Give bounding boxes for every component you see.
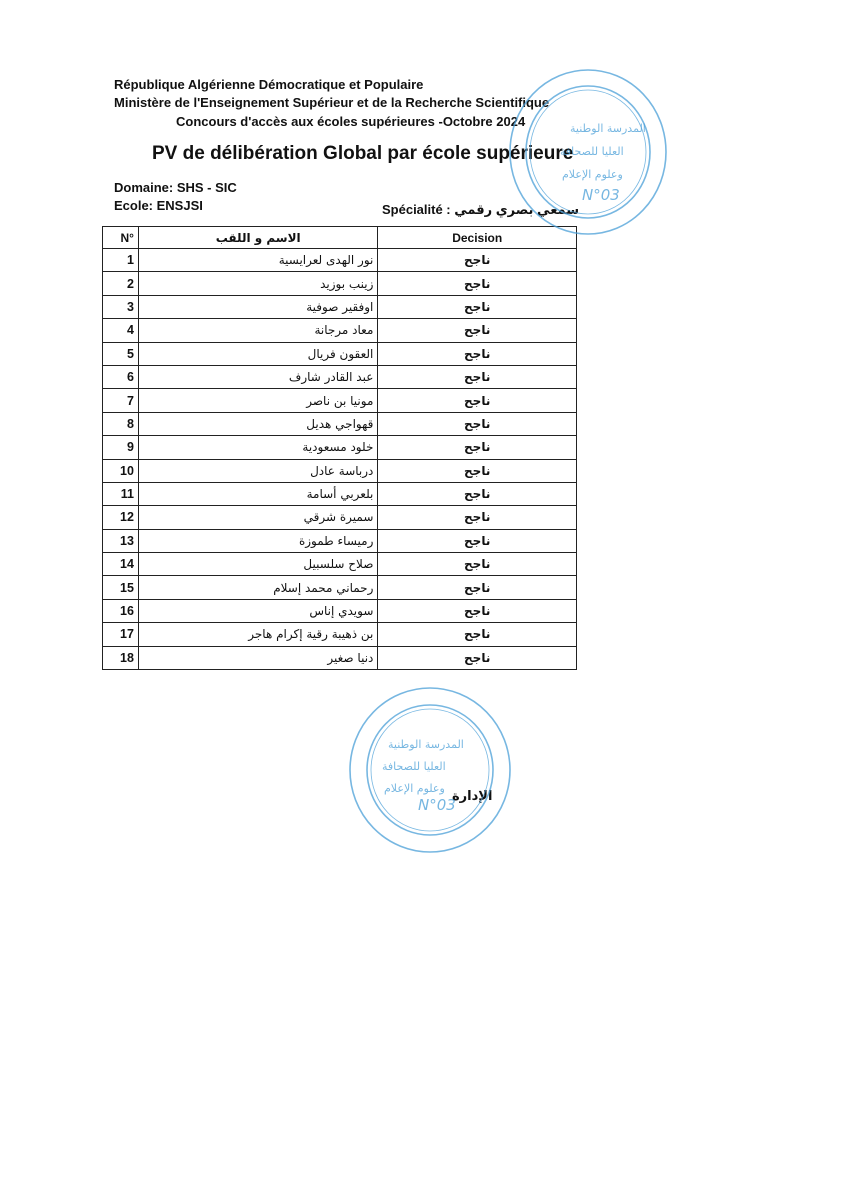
row-number: 3 <box>103 295 139 318</box>
row-number: 2 <box>103 272 139 295</box>
row-number: 18 <box>103 646 139 669</box>
column-header-name: الاسم و اللقب <box>138 227 377 249</box>
decision-cell: ناجح <box>378 506 577 529</box>
row-number: 15 <box>103 576 139 599</box>
candidate-name: بلعربي أسامة <box>138 482 377 505</box>
candidate-name: صلاح سلسبيل <box>138 553 377 576</box>
column-header-decision: Decision <box>378 227 577 249</box>
stamp-text-line: وعلوم الإعلام <box>384 782 445 795</box>
stamp-text-line: وعلوم الإعلام <box>562 168 623 181</box>
decision-cell: ناجح <box>378 576 577 599</box>
decision-cell: ناجح <box>378 553 577 576</box>
results-table <box>102 226 577 670</box>
table-row <box>103 553 577 576</box>
row-number: 4 <box>103 319 139 342</box>
row-number: 16 <box>103 599 139 622</box>
decision-cell: ناجح <box>378 412 577 435</box>
candidate-name: دنيا صغير <box>138 646 377 669</box>
stamp-text-line: العليا للصحافة <box>560 145 624 158</box>
column-header-number: N° <box>103 227 139 249</box>
row-number: 10 <box>103 459 139 482</box>
row-number: 11 <box>103 482 139 505</box>
candidate-name: رميساء طموزة <box>138 529 377 552</box>
table-row <box>103 436 577 459</box>
table-row <box>103 529 577 552</box>
table-row <box>103 506 577 529</box>
candidate-name: زينب بوزيد <box>138 272 377 295</box>
decision-cell: ناجح <box>378 319 577 342</box>
decision-cell: ناجح <box>378 436 577 459</box>
candidate-name: معاد مرجانة <box>138 319 377 342</box>
row-number: 5 <box>103 342 139 365</box>
header-republic: République Algérienne Démocratique et Populaire <box>114 77 424 92</box>
row-number: 13 <box>103 529 139 552</box>
table-row <box>103 249 577 272</box>
decision-cell: ناجح <box>378 599 577 622</box>
candidate-name: اوفقير صوفية <box>138 295 377 318</box>
row-number: 1 <box>103 249 139 272</box>
table-row <box>103 389 577 412</box>
decision-cell: ناجح <box>378 389 577 412</box>
candidate-name: سويدي إناس <box>138 599 377 622</box>
table-row <box>103 342 577 365</box>
stamp-text-line: العليا للصحافة <box>382 760 446 773</box>
row-number: 8 <box>103 412 139 435</box>
decision-cell: ناجح <box>378 482 577 505</box>
table-row <box>103 623 577 646</box>
table-row <box>103 459 577 482</box>
candidate-name: قهواجي هديل <box>138 412 377 435</box>
administration-label: الإدارة <box>452 789 493 804</box>
decision-cell: ناجح <box>378 529 577 552</box>
stamp-text-line: المدرسة الوطنية <box>570 122 646 135</box>
decision-cell: ناجح <box>378 249 577 272</box>
row-number: 17 <box>103 623 139 646</box>
decision-cell: ناجح <box>378 459 577 482</box>
table-header-row <box>103 227 577 249</box>
table-row <box>103 365 577 388</box>
school-label: Ecole: ENSJSI <box>114 198 203 213</box>
candidate-name: مونيا بن ناصر <box>138 389 377 412</box>
row-number: 7 <box>103 389 139 412</box>
candidate-name: سميرة شرقي <box>138 506 377 529</box>
header-ministry: Ministère de l'Enseignement Supérieur et de la Recherche Scientifique <box>114 95 550 110</box>
table-row <box>103 646 577 669</box>
decision-cell: ناجح <box>378 272 577 295</box>
candidate-name: نور الهدى لعرايسية <box>138 249 377 272</box>
table-row <box>103 576 577 599</box>
stamp-text-line: المدرسة الوطنية <box>388 738 464 751</box>
header-contest: Concours d'accès aux écoles supérieures -Octobre 2024 <box>176 114 526 129</box>
candidate-name: العقون فريال <box>138 342 377 365</box>
speciality-label: Spécialité : <box>382 202 451 217</box>
row-number: 6 <box>103 365 139 388</box>
decision-cell: ناجح <box>378 623 577 646</box>
decision-cell: ناجح <box>378 342 577 365</box>
decision-cell: ناجح <box>378 365 577 388</box>
table-row <box>103 482 577 505</box>
official-stamp-bottom <box>340 680 520 860</box>
domain-label: Domaine: SHS - SIC <box>114 180 237 195</box>
stamp-number: N°03 <box>418 796 456 814</box>
candidate-name: بن ذهيبة رقية إكرام هاجر <box>138 623 377 646</box>
decision-cell: ناجح <box>378 646 577 669</box>
row-number: 14 <box>103 553 139 576</box>
speciality-line <box>382 202 579 218</box>
table-row <box>103 295 577 318</box>
candidate-name: خلود مسعودية <box>138 436 377 459</box>
table-row <box>103 412 577 435</box>
table-row <box>103 319 577 342</box>
stamp-number: N°03 <box>582 186 620 204</box>
table-row <box>103 272 577 295</box>
row-number: 12 <box>103 506 139 529</box>
document-title: PV de délibération Global par école supérieure <box>152 143 574 164</box>
candidate-name: درباسة عادل <box>138 459 377 482</box>
table-row <box>103 599 577 622</box>
row-number: 9 <box>103 436 139 459</box>
speciality-value: سمعي بصري رقمي <box>454 202 580 217</box>
candidate-name: عبد القادر شارف <box>138 365 377 388</box>
candidate-name: رحماني محمد إسلام <box>138 576 377 599</box>
decision-cell: ناجح <box>378 295 577 318</box>
